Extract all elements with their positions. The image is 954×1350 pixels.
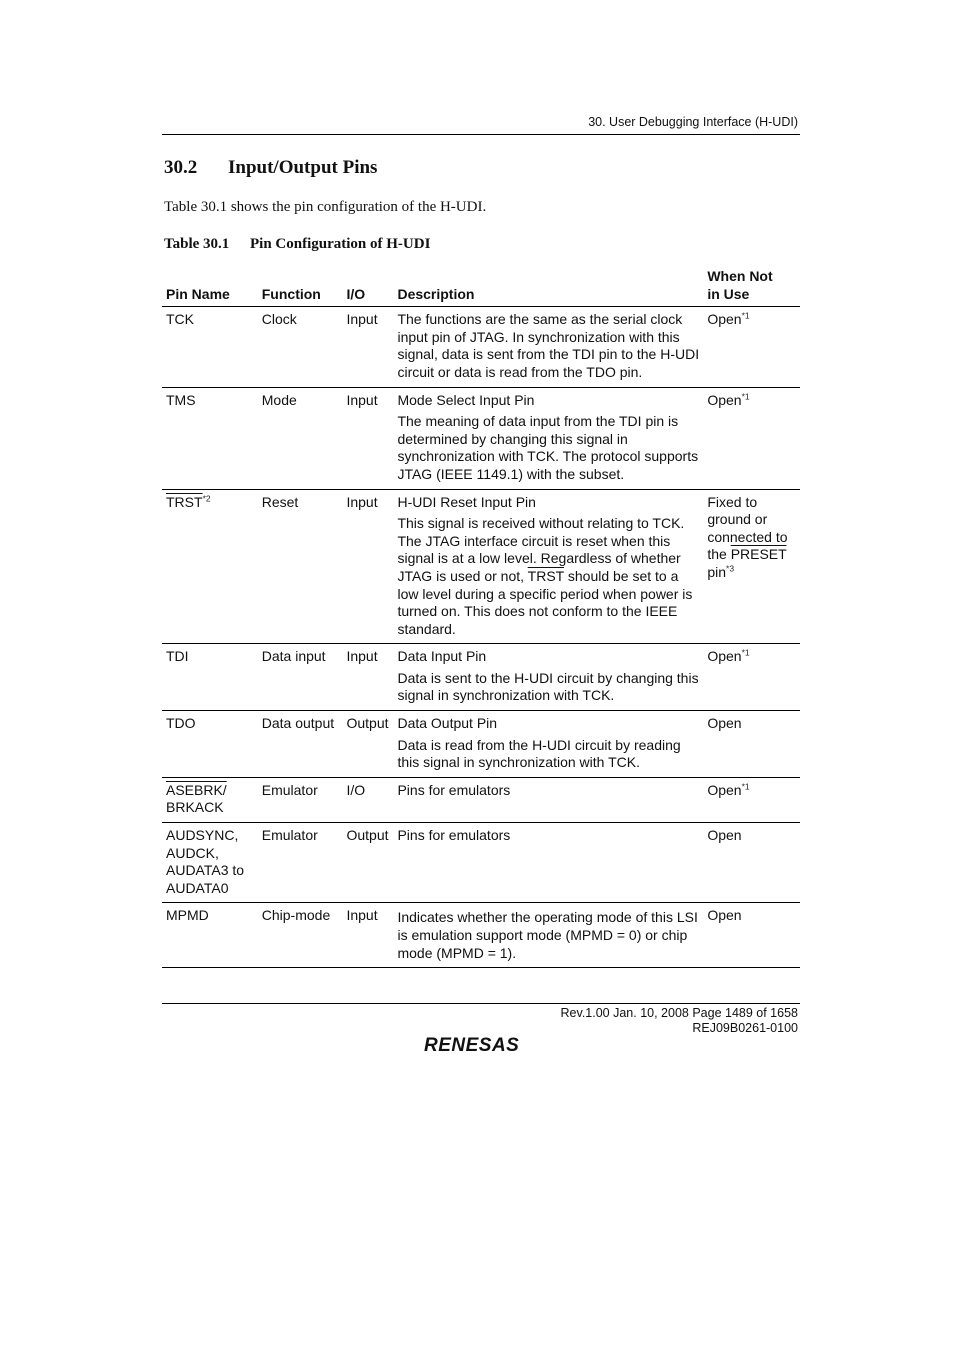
header-when-not-line2: in Use bbox=[707, 285, 750, 302]
io-cell: Input bbox=[342, 387, 393, 489]
section-number: 30.2 bbox=[164, 157, 198, 178]
description-cell bbox=[393, 777, 703, 822]
table-header-row bbox=[162, 268, 800, 307]
header-when-not-line1: When Not bbox=[707, 268, 773, 284]
description-text-a: This signal is received without relating to TCK. The JTAG interface circuit is reset when this signal is at a low level. Regardless of whether JTAG is used or not, bbox=[397, 515, 685, 584]
function-cell: Chip-mode bbox=[258, 903, 343, 968]
description-text: The meaning of data input from the TDI pin is determined by changing this signal in synchronization with TCK. The protocol supports JTAG (IEEE 1149.1) with the subset. bbox=[397, 413, 699, 482]
footnote-mark: *1 bbox=[741, 390, 750, 401]
io-cell: Input bbox=[342, 903, 393, 968]
when-not-in-use-cell bbox=[703, 823, 800, 903]
table-caption-title: Pin Configuration of H-UDI bbox=[250, 236, 431, 252]
io-cell: Input bbox=[342, 489, 393, 644]
description-cell bbox=[393, 644, 703, 711]
when-not-in-use-cell bbox=[703, 711, 800, 778]
when-not-value: Open bbox=[707, 715, 742, 732]
pin-configuration-table bbox=[162, 268, 800, 968]
when-not-in-use-cell bbox=[703, 777, 800, 822]
footnote-mark: *3 bbox=[726, 563, 735, 574]
io-cell: Output bbox=[342, 823, 393, 903]
description-title: Mode Select Input Pin bbox=[397, 391, 535, 408]
when-not-value: Open bbox=[707, 311, 742, 328]
description-title: Data Output Pin bbox=[397, 715, 498, 732]
description-text: Data is read from the H-UDI circuit by reading this signal in synchronization with TCK. bbox=[397, 736, 681, 771]
header-pin-name: Pin Name bbox=[162, 268, 258, 307]
pin-name-cell bbox=[162, 489, 258, 644]
description-text: Indicates whether the operating mode of this LSI is emulation support mode (MPMD = 0) or chip mode (MPMD = 1). bbox=[397, 909, 698, 961]
renesas-logo-text: RENESAS bbox=[424, 1035, 520, 1056]
when-not-in-use-cell bbox=[703, 387, 800, 489]
pin-name-line: AUDATA3 to bbox=[166, 862, 245, 879]
when-not-value: Open bbox=[707, 827, 742, 844]
function-cell: Data input bbox=[258, 644, 343, 711]
table-caption bbox=[164, 236, 430, 253]
header-rule bbox=[162, 134, 800, 135]
description-cell bbox=[393, 711, 703, 778]
section-heading bbox=[164, 157, 377, 179]
io-cell: Output bbox=[342, 711, 393, 778]
footer-rule bbox=[162, 1003, 800, 1004]
description-text: Pins for emulators bbox=[397, 827, 511, 844]
description-cell bbox=[393, 903, 703, 968]
footer-document-code: REJ09B0261-0100 bbox=[692, 1021, 798, 1035]
running-header: 30. User Debugging Interface (H-UDI) bbox=[588, 115, 798, 129]
when-not-value: Open bbox=[707, 391, 742, 408]
pin-name-cell bbox=[162, 777, 258, 822]
signal-name-overlined: PRESET bbox=[730, 546, 787, 563]
description-cell bbox=[393, 307, 703, 387]
function-cell: Reset bbox=[258, 489, 343, 644]
signal-name-overlined: TRST bbox=[527, 567, 564, 584]
table-row bbox=[162, 711, 800, 778]
table-row bbox=[162, 777, 800, 822]
pin-name-line1: ASEBRK/ bbox=[166, 781, 227, 798]
when-not-text-b: pin bbox=[707, 563, 727, 580]
table-row bbox=[162, 307, 800, 387]
table-caption-number: Table 30.1 bbox=[164, 236, 230, 252]
when-not-value: Open bbox=[707, 648, 742, 665]
when-not-in-use-cell bbox=[703, 644, 800, 711]
table-row bbox=[162, 489, 800, 644]
table-row bbox=[162, 903, 800, 968]
io-cell: Input bbox=[342, 644, 393, 711]
io-cell: Input bbox=[342, 307, 393, 387]
when-not-in-use-cell bbox=[703, 489, 800, 644]
description-text: Pins for emulators bbox=[397, 781, 511, 798]
pin-name-cell bbox=[162, 823, 258, 903]
table-row bbox=[162, 644, 800, 711]
description-cell bbox=[393, 489, 703, 644]
when-not-text-a: Fixed to ground or connected to the bbox=[707, 493, 788, 563]
intro-paragraph: Table 30.1 shows the pin configuration of the H-UDI. bbox=[164, 199, 487, 215]
pin-name-line2: BRKACK bbox=[166, 799, 224, 816]
pin-name-cell: TDI bbox=[162, 644, 258, 711]
pin-name-cell: MPMD bbox=[162, 903, 258, 968]
when-not-value: Open bbox=[707, 907, 742, 924]
description-cell bbox=[393, 823, 703, 903]
footer-revision: Rev.1.00 Jan. 10, 2008 Page 1489 of 1658 bbox=[560, 1006, 798, 1020]
io-cell: I/O bbox=[342, 777, 393, 822]
pin-name-cell: TCK bbox=[162, 307, 258, 387]
header-function: Function bbox=[258, 268, 343, 307]
description-title: H-UDI Reset Input Pin bbox=[397, 493, 536, 510]
when-not-in-use-cell bbox=[703, 307, 800, 387]
function-cell: Clock bbox=[258, 307, 343, 387]
footnote-mark: *1 bbox=[741, 647, 750, 658]
description-title: Data Input Pin bbox=[397, 648, 487, 665]
footnote-mark: *2 bbox=[202, 492, 211, 503]
pin-name-cell: TMS bbox=[162, 387, 258, 489]
pin-name-cell: TDO bbox=[162, 711, 258, 778]
description-text: Data is sent to the H-UDI circuit by changing this signal in synchronization with TCK. bbox=[397, 669, 699, 704]
function-cell: Emulator bbox=[258, 777, 343, 822]
header-io: I/O bbox=[342, 268, 393, 307]
pin-name-line: AUDSYNC, bbox=[166, 827, 239, 844]
when-not-value: Open bbox=[707, 781, 742, 798]
pin-name-line: AUDCK, bbox=[166, 844, 219, 861]
header-when-not-in-use bbox=[703, 268, 800, 307]
when-not-in-use-cell bbox=[703, 903, 800, 968]
description-text-b: should be set to a low level during a specific period when power is turned on. This does not conform to the IEEE standard. bbox=[397, 567, 693, 637]
function-cell: Emulator bbox=[258, 823, 343, 903]
description-text: The functions are the same as the serial clock input pin of JTAG. In synchronization with this signal, data is sent from the TDI pin to the H-UDI circuit or data is read from the TDO pin. bbox=[397, 311, 700, 380]
function-cell: Mode bbox=[258, 387, 343, 489]
table-row bbox=[162, 387, 800, 489]
header-description: Description bbox=[393, 268, 703, 307]
footnote-mark: *1 bbox=[741, 310, 750, 321]
description-cell bbox=[393, 387, 703, 489]
footnote-mark: *1 bbox=[741, 781, 750, 792]
renesas-logo bbox=[422, 1032, 542, 1056]
pin-name-line: AUDATA0 bbox=[166, 879, 229, 896]
pin-name-overlined: TRST bbox=[166, 493, 203, 510]
table-row bbox=[162, 823, 800, 903]
description-text bbox=[397, 515, 699, 638]
section-title: Input/Output Pins bbox=[228, 157, 378, 178]
function-cell: Data output bbox=[258, 711, 343, 778]
